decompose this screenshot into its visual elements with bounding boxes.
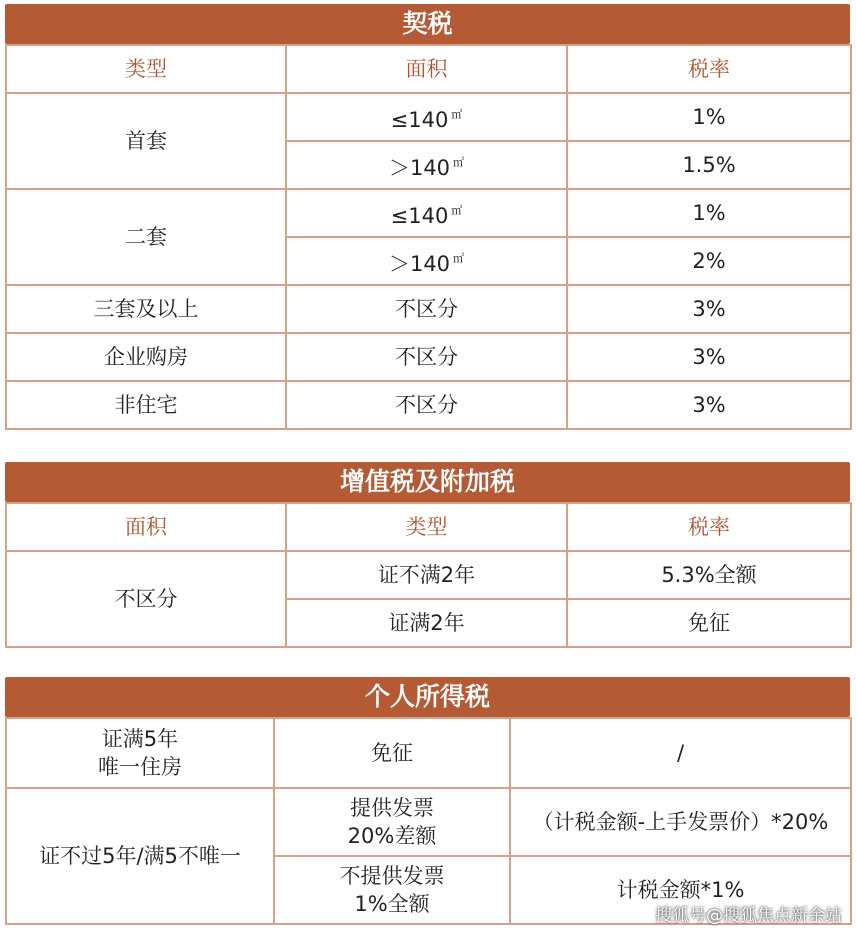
condition-line: 唯一住房 bbox=[98, 755, 182, 779]
pit-table bbox=[5, 717, 852, 925]
type-line: 20%差额 bbox=[347, 824, 437, 848]
column-header-rate: 税率 bbox=[567, 45, 851, 93]
type-line: 1%全额 bbox=[354, 892, 430, 916]
type-line: 提供发票 bbox=[350, 796, 434, 820]
column-header-type: 类型 bbox=[6, 45, 286, 93]
type-cell: 非住宅 bbox=[6, 381, 286, 429]
deed-tax-table bbox=[5, 44, 852, 430]
table-header-row bbox=[6, 503, 851, 551]
condition-line: 证满5年 bbox=[101, 727, 179, 751]
table-row bbox=[6, 93, 851, 141]
rate-cell: 1% bbox=[567, 189, 851, 237]
column-header-area: 面积 bbox=[286, 45, 567, 93]
area-unit: ㎡ bbox=[451, 107, 463, 121]
area-cell: 不区分 bbox=[6, 551, 286, 647]
type-cell bbox=[274, 788, 510, 856]
type-cell: 证不满2年 bbox=[286, 551, 567, 599]
rate-cell: 5.3%全额 bbox=[567, 551, 851, 599]
rate-cell: 免征 bbox=[567, 599, 851, 647]
area-value: ≤140 bbox=[390, 203, 449, 228]
type-cell: 免征 bbox=[274, 718, 510, 788]
watermark: 搜狐号@搜狐焦点新余站 bbox=[655, 906, 842, 926]
table-header-row bbox=[6, 45, 851, 93]
area-unit: ㎡ bbox=[453, 155, 465, 169]
rate-cell: （计税金额-上手发票价）*20% bbox=[510, 788, 851, 856]
pit-title: 个人所得税 bbox=[5, 677, 850, 717]
pit-section bbox=[5, 677, 850, 925]
area-cell: 不区分 bbox=[286, 333, 567, 381]
table-row bbox=[6, 551, 851, 599]
area-cell: 不区分 bbox=[286, 381, 567, 429]
column-header-rate: 税率 bbox=[567, 503, 851, 551]
rate-cell: 3% bbox=[567, 381, 851, 429]
vat-section bbox=[5, 462, 850, 648]
rate-cell: 3% bbox=[567, 285, 851, 333]
area-cell bbox=[286, 189, 567, 237]
condition-cell: 证不过5年/满5不唯一 bbox=[6, 788, 274, 924]
column-header-area: 面积 bbox=[6, 503, 286, 551]
deed-tax-title: 契税 bbox=[5, 4, 850, 44]
rate-cell: 2% bbox=[567, 237, 851, 285]
type-cell: 二套 bbox=[6, 189, 286, 285]
table-row bbox=[6, 381, 851, 429]
area-value: ≤140 bbox=[390, 107, 449, 132]
rate-cell: 1% bbox=[567, 93, 851, 141]
rate-cell: 3% bbox=[567, 333, 851, 381]
rate-cell: / bbox=[510, 718, 851, 788]
area-cell bbox=[286, 141, 567, 189]
type-cell: 三套及以上 bbox=[6, 285, 286, 333]
vat-table bbox=[5, 502, 852, 648]
vat-title: 增值税及附加税 bbox=[5, 462, 850, 502]
area-value: ＞140 bbox=[388, 155, 451, 180]
condition-cell bbox=[6, 718, 274, 788]
area-cell: 不区分 bbox=[286, 285, 567, 333]
area-value: ＞140 bbox=[388, 251, 451, 276]
type-cell bbox=[274, 856, 510, 924]
table-row bbox=[6, 285, 851, 333]
table-row bbox=[6, 333, 851, 381]
column-header-type: 类型 bbox=[286, 503, 567, 551]
area-cell bbox=[286, 93, 567, 141]
table-row bbox=[6, 788, 851, 856]
area-unit: ㎡ bbox=[451, 203, 463, 217]
type-cell: 证满2年 bbox=[286, 599, 567, 647]
rate-cell: 计税金额*1% bbox=[510, 856, 851, 924]
type-cell: 企业购房 bbox=[6, 333, 286, 381]
area-cell bbox=[286, 237, 567, 285]
rate-cell: 1.5% bbox=[567, 141, 851, 189]
type-line: 不提供发票 bbox=[339, 864, 445, 888]
table-row bbox=[6, 189, 851, 237]
table-row bbox=[6, 718, 851, 788]
area-unit: ㎡ bbox=[453, 251, 465, 265]
deed-tax-section bbox=[5, 4, 850, 430]
type-cell: 首套 bbox=[6, 93, 286, 189]
